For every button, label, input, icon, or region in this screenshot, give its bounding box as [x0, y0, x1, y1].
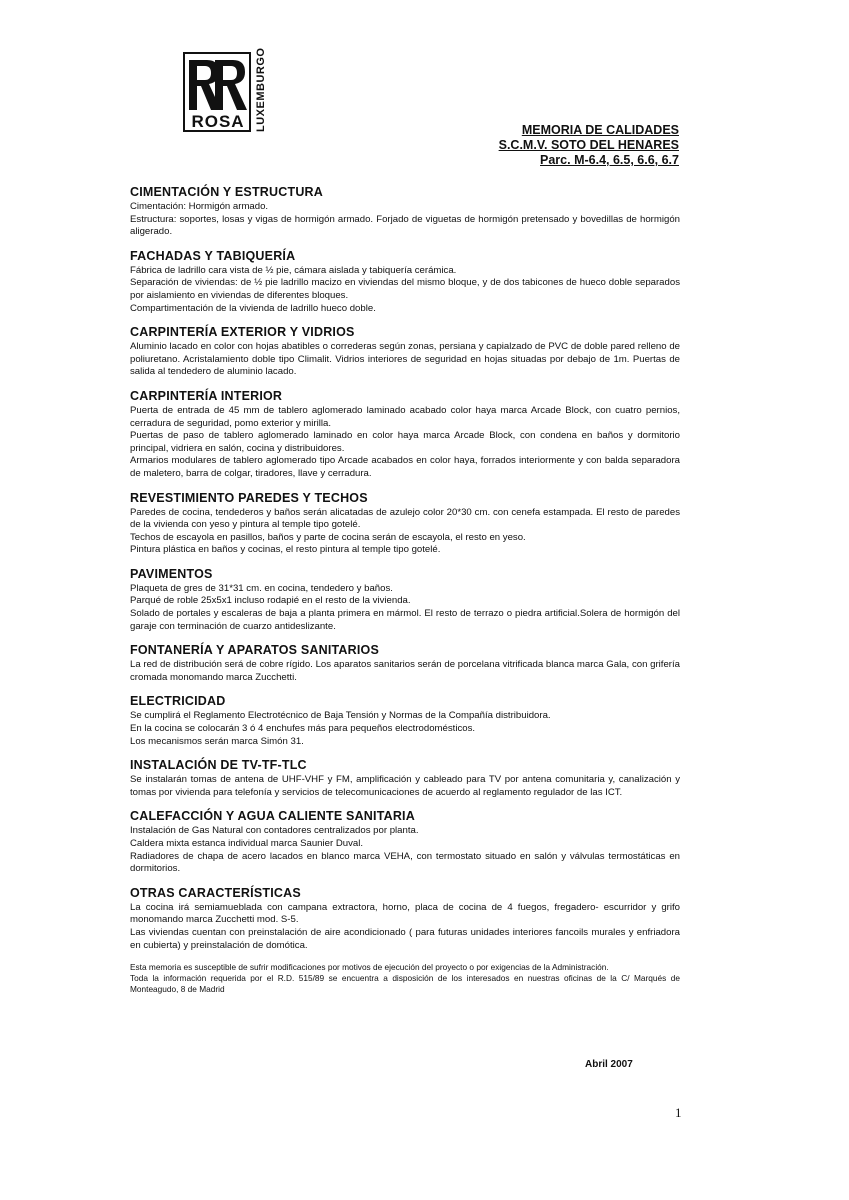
legal-note-line: Esta memoria es susceptible de sufrir modificaciones por motivos de ejecución del proyecto o por exigencias de la Administración. [130, 962, 609, 973]
section-paragraph: Armarios modulares de tablero aglomerado tipo Arcade acabados en color haya, forrados interiormente y con balda separadora de maletero, barra de colgar, tiradores, llave y cerradura. [130, 455, 680, 479]
section-cimentacion [130, 185, 680, 239]
section-paragraph: Las viviendas cuentan con preinstalación de aire acondicionado ( para futuras unidades interiores fancoils murales y enfriadora en cubierta) y preinstalación de domótica. [130, 926, 680, 951]
section-paragraph: La red de distribución será de cobre rígido. Los aparatos sanitarios serán de porcelana vitrificada blanca marca Gala, con grifería cromada monomando marca Zucchetti. [130, 659, 680, 683]
section-pavimentos [130, 567, 680, 633]
section-title: CIMENTACIÓN Y ESTRUCTURA [130, 185, 324, 199]
section-paragraph: Puertas de paso de tablero aglomerado laminado en color haya marca Arcade Block, con condena en baños y dormitorio principal, vidriera en salón, cocina y distribuidores. [130, 430, 680, 454]
section-title: ELECTRICIDAD [130, 694, 226, 709]
rr-monogram-icon [187, 56, 249, 112]
section-paragraph: Se instalarán tomas de antena de UHF-VHF y FM, amplificación y cableado para TV por antena comunitaria y, canalización y tomas por vivienda para telefonía y servicios de telecomunicaciones de acuerdo al reglamento regulador de las ICT. [130, 774, 680, 798]
section-paragraph: Parqué de roble 25x5x1 incluso rodapié en el resto de la vivienda. [130, 595, 411, 607]
document-header [499, 123, 679, 168]
section-paragraph: Fábrica de ladrillo cara vista de ½ pie, cámara aislada y tabiquería cerámica. [130, 264, 457, 276]
section-paragraph: La cocina irá semiamueblada con campana extractora, horno, placa de cocina de 4 fuegos, fregadero- escurridor y grifo monomando marca Zucchetti mod. S-5. [130, 901, 680, 926]
section-paragraph: Pintura plástica en baños y cocinas, el resto pintura al temple tipo gotelé. [130, 544, 441, 556]
section-otras [130, 886, 680, 952]
section-paragraph: Separación de viviendas: de ½ pie ladrillo macizo en viviendas del mismo bloque, y de dos tabicones de hueco doble separados por aislamiento en viviendas de diferentes bloques. [130, 277, 680, 301]
section-paragraph: Techos de escayola en pasillos, baños y parte de cocina serán de escayola, el resto en yeso. [130, 531, 526, 543]
section-instalacion-tv [130, 758, 680, 799]
section-paragraph: Instalación de Gas Natural con contadores centralizados por planta. [130, 825, 419, 837]
section-title: FONTANERÍA Y APARATOS SANITARIOS [130, 643, 380, 658]
document-body [130, 185, 680, 995]
document-title: MEMORIA DE CALIDADES [521, 123, 679, 137]
company-logo [183, 47, 275, 134]
section-paragraph: Los mecanismos serán marca Simón 31. [130, 735, 304, 747]
section-paragraph: Compartimentación de la vivienda de ladrillo hueco doble. [130, 302, 376, 314]
section-title: OTRAS CARACTERÍSTICAS [130, 885, 301, 900]
section-title: CARPINTERÍA INTERIOR [130, 388, 283, 403]
section-paragraph: Paredes de cocina, tendederos y baños serán alicatadas de azulejo color 20*30 cm. con cenefa estampada. El resto de paredes de la vivienda con yeso y pintura al temple tipo gotelé. [130, 506, 680, 531]
section-fachadas [130, 249, 680, 315]
section-paragraph: Plaqueta de gres de 31*31 cm. en cocina, tendedero y baños. [130, 582, 393, 594]
section-title: REVESTIMIENTO PAREDES Y TECHOS [130, 490, 368, 505]
section-title: INSTALACIÓN DE TV-TF-TLC [130, 758, 307, 773]
document-date: Abril 2007 [585, 1059, 633, 1070]
section-paragraph: Solado de portales y escaleras de baja a planta primera en mármol. El resto de terrazo o piedra artificial.Solera de hormigón del garaje con terminación de cuarzo antideslizante. [130, 608, 680, 632]
section-title: CARPINTERÍA EXTERIOR Y VIDRIOS [130, 325, 355, 340]
section-paragraph: Radiadores de chapa de acero lacados en blanco marca VEHA, con termostato situado en salón y válvulas termostáticas en dormitorios. [130, 850, 680, 875]
legal-note-line: Toda la información requerida por el R.D. 515/89 se encuentra a disposición de los interesados en nuestras oficinas de la C/ Marqués de Monteagudo, 8 de Madrid [130, 973, 680, 995]
section-calefaccion [130, 809, 680, 875]
section-paragraph: En la cocina se colocarán 3 ó 4 enchufes más para pequeños electrodomésticos. [130, 723, 476, 735]
section-title: PAVIMENTOS [130, 566, 213, 581]
section-title: FACHADAS Y TABIQUERÍA [130, 248, 296, 263]
section-paragraph: Cimentación: Hormigón armado. [130, 201, 269, 212]
section-paragraph: Puerta de entrada de 45 mm de tablero aglomerado laminado acabado color haya marca Arcade Block, con cuatro pernios, cerradura de seguridad, pomo exterior y mirilla. [130, 404, 680, 429]
section-carpinteria-exterior [130, 325, 680, 379]
section-paragraph: Se cumplirá el Reglamento Electrotécnico de Baja Tensión y Normas de la Compañía distribuidora. [130, 710, 551, 722]
section-paragraph: Estructura: soportes, losas y vigas de hormigón armado. Forjado de viguetas de hormigón pretensado y bovedillas de hormigón aligerado. [130, 213, 680, 238]
section-fontaneria [130, 643, 680, 684]
logo-brand-text: ROSA [191, 112, 245, 131]
section-paragraph: Caldera mixta estanca individual marca Saunier Duval. [130, 838, 364, 849]
page-number: 1 [675, 1105, 682, 1120]
section-paragraph: Aluminio lacado en color con hojas abatibles o correderas según zonas, persiana y capialzado de PVC de doble pared relleno de poliuretano. Acristalamiento doble tipo Climalit. Vidrios interiores de seguridad en hojas situadas por debajo de 1m. Puertas de salida al tendedero de aluminio lacado. [130, 341, 680, 378]
section-revestimiento [130, 491, 680, 557]
section-title: CALEFACCIÓN Y AGUA CALIENTE SANITARIA [130, 809, 415, 824]
legal-note [130, 962, 680, 995]
logo-sub-text: LUXEMBURGO [255, 47, 267, 132]
parcel-reference: Parc. M-6.4, 6.5, 6.6, 6.7 [540, 153, 679, 167]
section-electricidad [130, 694, 680, 748]
section-carpinteria-interior [130, 389, 680, 481]
project-name: S.C.M.V. SOTO DEL HENARES [498, 138, 679, 152]
